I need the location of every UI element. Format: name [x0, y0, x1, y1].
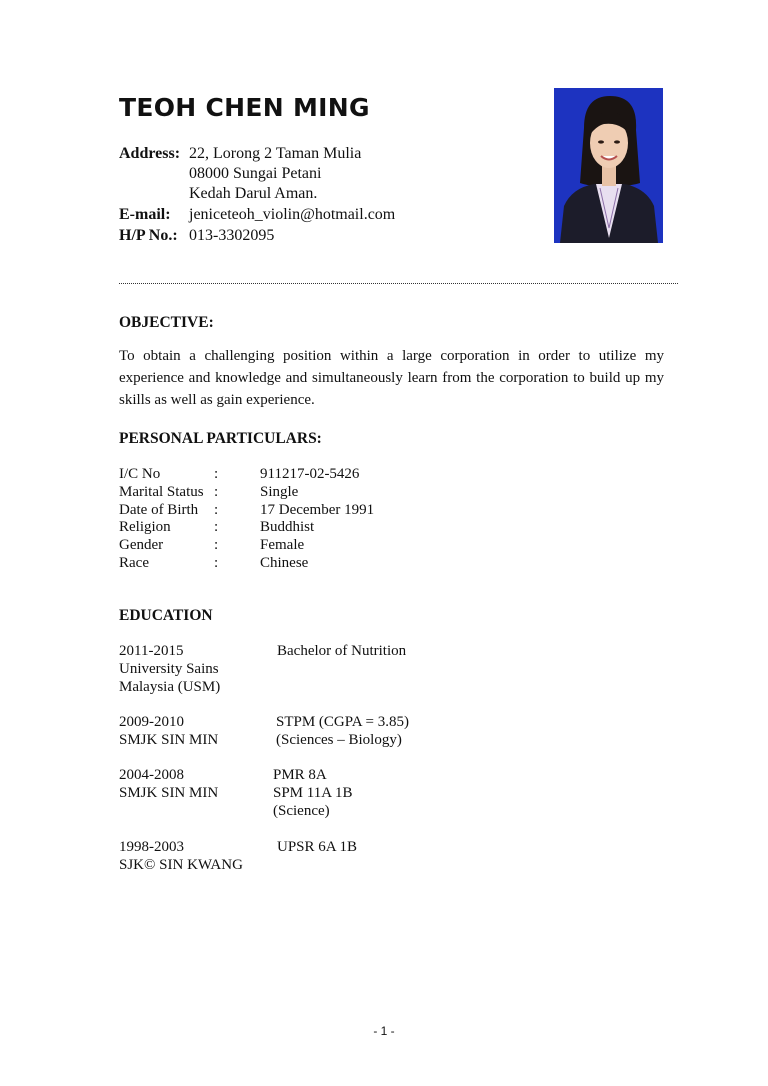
education-years: 2011-2015	[119, 643, 184, 659]
personal-label: Date of Birth	[119, 501, 199, 518]
personal-value: 911217-02-5426	[260, 466, 360, 482]
phone-value: 013-3302095	[189, 227, 275, 244]
education-qualification: (Science)	[273, 803, 330, 819]
profile-photo	[554, 88, 663, 243]
personal-separator: :	[214, 537, 219, 554]
personal-label: Marital Status	[119, 483, 204, 500]
education-qualification: (Sciences – Biology)	[276, 732, 402, 748]
phone-row	[119, 226, 275, 246]
personal-separator: :	[214, 483, 219, 500]
personal-separator: :	[214, 554, 219, 571]
personal-table	[119, 466, 519, 573]
personal-label: Race	[119, 554, 149, 571]
education-school: University Sains	[119, 661, 219, 677]
education-school: SJK© SIN KWANG	[119, 857, 243, 873]
email-row	[119, 205, 396, 225]
education-qualification: SPM 11A 1B	[273, 785, 353, 801]
personal-value: Chinese	[260, 554, 309, 571]
portrait-illustration	[554, 88, 663, 243]
personal-heading: PERSONAL PARTICULARS:	[119, 430, 322, 447]
education-years: 2009-2010	[119, 714, 184, 730]
personal-label: Gender	[119, 537, 164, 554]
applicant-name: TEOH CHEN MING	[119, 93, 370, 122]
personal-label: Religion	[119, 519, 171, 536]
personal-value: Buddhist	[260, 519, 315, 536]
address-line-3: Kedah Darul Aman.	[189, 185, 318, 202]
education-school: SMJK SIN MIN	[119, 732, 219, 748]
education-qualification: UPSR 6A 1B	[277, 839, 358, 855]
personal-value: Female	[260, 537, 305, 554]
personal-separator: :	[214, 519, 219, 536]
education-years: 2004-2008	[119, 767, 184, 783]
education-years: 1998-2003	[119, 839, 184, 855]
address-line-2: 08000 Sungai Petani	[189, 165, 322, 182]
education-qualification: STPM (CGPA = 3.85)	[276, 714, 409, 730]
personal-label: I/C No	[119, 466, 161, 482]
objective-text: To obtain a challenging position within a large corporation in order to utilize my experience and knowledge and simultaneously learn from the corporation to build up my skills as well as gain experience.	[119, 348, 664, 408]
email-label: E-mail:	[119, 206, 171, 223]
section-divider	[119, 283, 678, 284]
personal-row	[119, 484, 519, 502]
personal-separator: :	[214, 466, 219, 482]
personal-row	[119, 519, 519, 537]
personal-separator: :	[214, 501, 219, 518]
personal-row	[119, 502, 519, 520]
page-number: - 1 -	[373, 1024, 395, 1038]
education-heading: EDUCATION	[119, 607, 213, 624]
education-school: Malaysia (USM)	[119, 679, 221, 695]
address-label: Address:	[119, 145, 181, 162]
personal-value: Single	[260, 483, 299, 500]
objective-heading: OBJECTIVE:	[119, 314, 214, 331]
address-line-1: 22, Lorong 2 Taman Mulia	[189, 145, 362, 162]
personal-row	[119, 466, 519, 484]
personal-row	[119, 537, 519, 555]
personal-row	[119, 555, 519, 573]
education-qualification: PMR 8A	[273, 767, 327, 783]
address-row	[119, 144, 362, 164]
education-qualification: Bachelor of Nutrition	[277, 643, 407, 659]
personal-value: 17 December 1991	[260, 501, 375, 518]
email-value: jeniceteoh_violin@hotmail.com	[189, 206, 396, 223]
phone-label: H/P No.:	[119, 227, 178, 244]
education-school: SMJK SIN MIN	[119, 785, 219, 801]
